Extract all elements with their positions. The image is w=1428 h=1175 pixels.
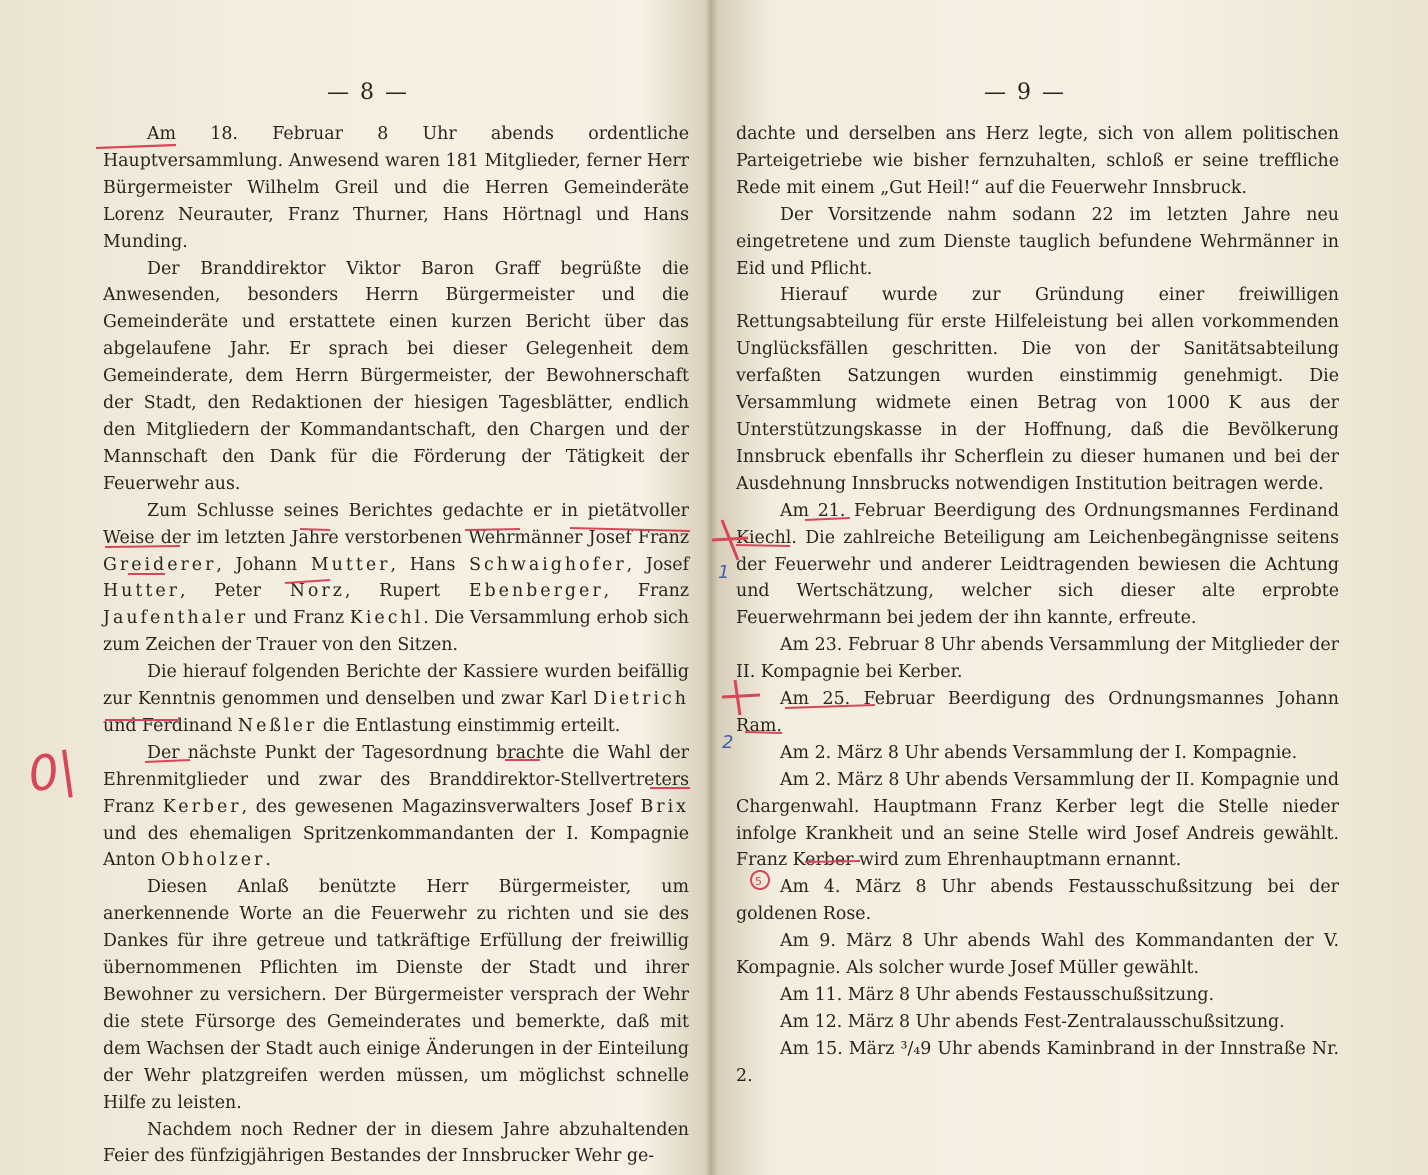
- spaced-name: Kiechl: [349, 608, 424, 629]
- paragraph: [736, 1009, 1339, 1036]
- text-run: Am 21. Februar Beerdigung des Ordnungsmannes Ferdinand Kiechl. Die zahlreiche Beteiligung am Leichenbegängnisse seitens der Feuerwehr und anderer Leidtragenden bewiesen die Achtung und Wertschätzung, welcher sich dieser alte erprobte Feuerwehrmann bei jedem der ihn kannte, erfreute.: [736, 500, 1339, 629]
- paragraph: [103, 659, 689, 740]
- spaced-name: Dietrich: [593, 689, 689, 710]
- text-run: Diesen Anlaß benützte Herr Bürgermeister, um anerkennende Worte an die Feuerwehr zu richten und sie des Dankes für ihre getreue und tatkräftige Erfüllung der freiwillig übernommenen Pflichten im Dienste der Stadt und ihrer Bewohner zu versichern. Der Bürgermeister versprach der Wehr die stete Fürsorge des Gemeinderates und bemerkte, daß mit dem Wachsen der Stadt auch einige Änderungen in der Einteilung der Wehr platzgreifen werden müssen, um möglichst schnelle Hilfe zu leisten.: [103, 877, 689, 1113]
- text-run: , Peter: [179, 581, 290, 602]
- text-run: dachte und derselben ans Herz legte, sich von allem politischen Parteigetriebe wie bisher fernzuhalten, schloß er seine treffliche Rede mit einem „Gut Heil!“ auf die Feuerwehr Innsbruck.: [736, 124, 1339, 198]
- paragraph: [103, 740, 689, 875]
- text-run: .: [265, 850, 271, 871]
- paragraph: [103, 874, 689, 1116]
- paragraph: [736, 632, 1339, 686]
- spaced-name: Hutter: [103, 581, 180, 602]
- text-run: und des ehemaligen Spritzenkommandanten der I. Kompagnie Anton: [103, 823, 689, 871]
- spaced-name: Schwaighofer: [469, 554, 627, 575]
- paragraph: [736, 874, 1339, 928]
- text-run: , Rupert: [344, 581, 469, 602]
- paragraph: [103, 121, 689, 256]
- margin-mark-blue: 1: [718, 562, 730, 583]
- text-run: , Hans: [390, 554, 470, 575]
- paragraph: [103, 498, 689, 659]
- paragraph: [736, 767, 1339, 875]
- spaced-name: Obholzer: [160, 850, 266, 871]
- paragraph: [736, 121, 1339, 202]
- spaced-name: Jaufenthaler: [103, 608, 249, 629]
- text-run: Zum Schlusse seines Berichtes gedachte er in pietätvoller Weise der im letzten Jahre verstorbenen Wehrmänner Josef Franz: [103, 500, 689, 548]
- text-run: die Entlastung einstimmig erteilt.: [317, 715, 621, 736]
- text-run: Am 2. März 8 Uhr abends Versammlung der II. Kompagnie und Chargenwahl. Hauptmann Franz Kerber legt die Stelle nieder infolge Krankheit und an seine Stelle wird Josef Andreis gewählt. Franz Kerber wird zum Ehrenhauptmann ernannt.: [736, 769, 1339, 871]
- text-run: Am 23. Februar 8 Uhr abends Versammlung der Mitglieder der II. Kompagnie bei Kerber.: [736, 635, 1339, 683]
- text-run: Am 4. März 8 Uhr abends Festausschußsitzung bei der goldenen Rose.: [736, 877, 1339, 925]
- text-run: Am 15. März ³/₄9 Uhr abends Kaminbrand in der Innstraße Nr. 2.: [736, 1038, 1339, 1086]
- spaced-name: Greiderer: [103, 554, 217, 575]
- text-run: Am 9. März 8 Uhr abends Wahl des Kommandanten der V. Kompagnie. Als solcher wurde Josef Müller gewählt.: [736, 931, 1339, 979]
- circle-mark-label: 5: [755, 875, 762, 888]
- text-run: , Johann: [216, 554, 311, 575]
- paragraph: [736, 928, 1339, 982]
- text-run: Die hierauf folgenden Berichte der Kassiere wurden beifällig zur Kenntnis genommen und denselben und zwar Karl: [103, 662, 689, 710]
- text-run: Der Vorsitzende nahm sodann 22 im letzten Jahre neu eingetretene und zum Dienste tauglich befundene Wehrmänner in Eid und Pflicht.: [736, 204, 1339, 279]
- paragraph: [736, 982, 1339, 1009]
- margin-mark-blue: 2: [722, 732, 734, 753]
- paragraph: [736, 740, 1339, 767]
- text-run: Am 11. März 8 Uhr abends Festausschußsitzung.: [780, 985, 1215, 1005]
- page-text: [103, 121, 689, 1170]
- spaced-name: Ebenberger: [468, 581, 604, 602]
- text-run: Hierauf wurde zur Gründung einer freiwilligen Rettungsabteilung für erste Hilfeleistung bei allen vorkommenden Unglücksfällen geschritten. Die von der Sanitätsabteilung verfaßten Satzungen wurden einstimmig genehmigt. Die Versammlung widmete einen Betrag von 1000 K aus der Unterstützungskasse in der Hoffnung, daß die Bevölkerung Innsbruck ebenfalls ihr Scherflein zu dieser humanen und bei der Ausdehnung Innsbrucks notwendigen Institution beitragen werde.: [736, 285, 1339, 494]
- spaced-name: Norz: [289, 581, 345, 602]
- text-run: und Franz: [248, 608, 350, 629]
- paragraph: [736, 498, 1339, 633]
- paragraph: [103, 1117, 689, 1171]
- text-run: Am 12. März 8 Uhr abends Fest-Zentralausschußsitzung.: [780, 1011, 1285, 1032]
- spaced-name: Brix: [640, 796, 689, 817]
- left-page: [0, 0, 708, 1175]
- paragraph: [736, 1036, 1339, 1090]
- spaced-name: Kerber: [162, 796, 242, 817]
- text-run: , des gewesenen Magazinsverwalters Josef: [241, 796, 641, 817]
- text-run: Nachdem noch Redner der in diesem Jahre abzuhaltenden Feier des fünfzigjährigen Bestandes der Innsbrucker Wehr ge-: [103, 1119, 689, 1167]
- right-page: [712, 0, 1428, 1175]
- text-run: Am 18. Februar 8 Uhr abends ordentliche Hauptversammlung. Anwesend waren 181 Mitglieder, ferner Herr Bürgermeister Wilhelm Greil und die Herren Gemeinderäte Lorenz Neurauter, Franz Thurner, Hans Hörtnagl und Hans Munding.: [103, 124, 689, 252]
- text-run: , Josef: [626, 554, 690, 575]
- text-run: Am 25. Februar Beerdigung des Ordnungsmannes Johann Ram.: [736, 689, 1339, 736]
- text-run: und Ferdinand: [103, 715, 238, 736]
- text-run: Der nächste Punkt der Tagesordnung brachte die Wahl der Ehrenmitglieder und zwar des Branddirektor-Stellvertreters Franz: [103, 742, 689, 817]
- page-number: — 9 —: [984, 80, 1066, 105]
- spaced-name: Neßler: [237, 715, 318, 736]
- paragraph: [736, 282, 1339, 497]
- paragraph: [736, 202, 1339, 283]
- text-run: , Franz: [603, 581, 690, 602]
- spaced-name: Mutter: [310, 554, 391, 575]
- margin-mark-red: 0|: [24, 741, 79, 804]
- paragraph: [103, 256, 689, 498]
- text-run: Am 2. März 8 Uhr abends Versammlung der I. Kompagnie.: [780, 742, 1298, 763]
- text-run: Der Branddirektor Viktor Baron Graff begrüßte die Anwesenden, besonders Herrn Bürgermeister und die Gemeinderäte und erstattete einen kurzen Bericht über das abgelaufene Jahr. Er sprach bei dieser Gelegenheit dem Gemeinderate, dem Herrn Bürgermeister, der Bewohnerschaft der Stadt, den Redaktionen der hiesigen Tagesblätter, endlich den Mitgliedern der Kommandantschaft, den Chargen und der Mannschaft den Dank für die Förderung der Tätigkeit der Feuerwehr aus.: [103, 258, 689, 494]
- paragraph: [736, 686, 1339, 740]
- page-number: — 8 —: [327, 80, 409, 105]
- text-run: . Die Versammlung erhob sich zum Zeichen der Trauer von den Sitzen.: [103, 608, 689, 656]
- page-text: [736, 121, 1339, 1090]
